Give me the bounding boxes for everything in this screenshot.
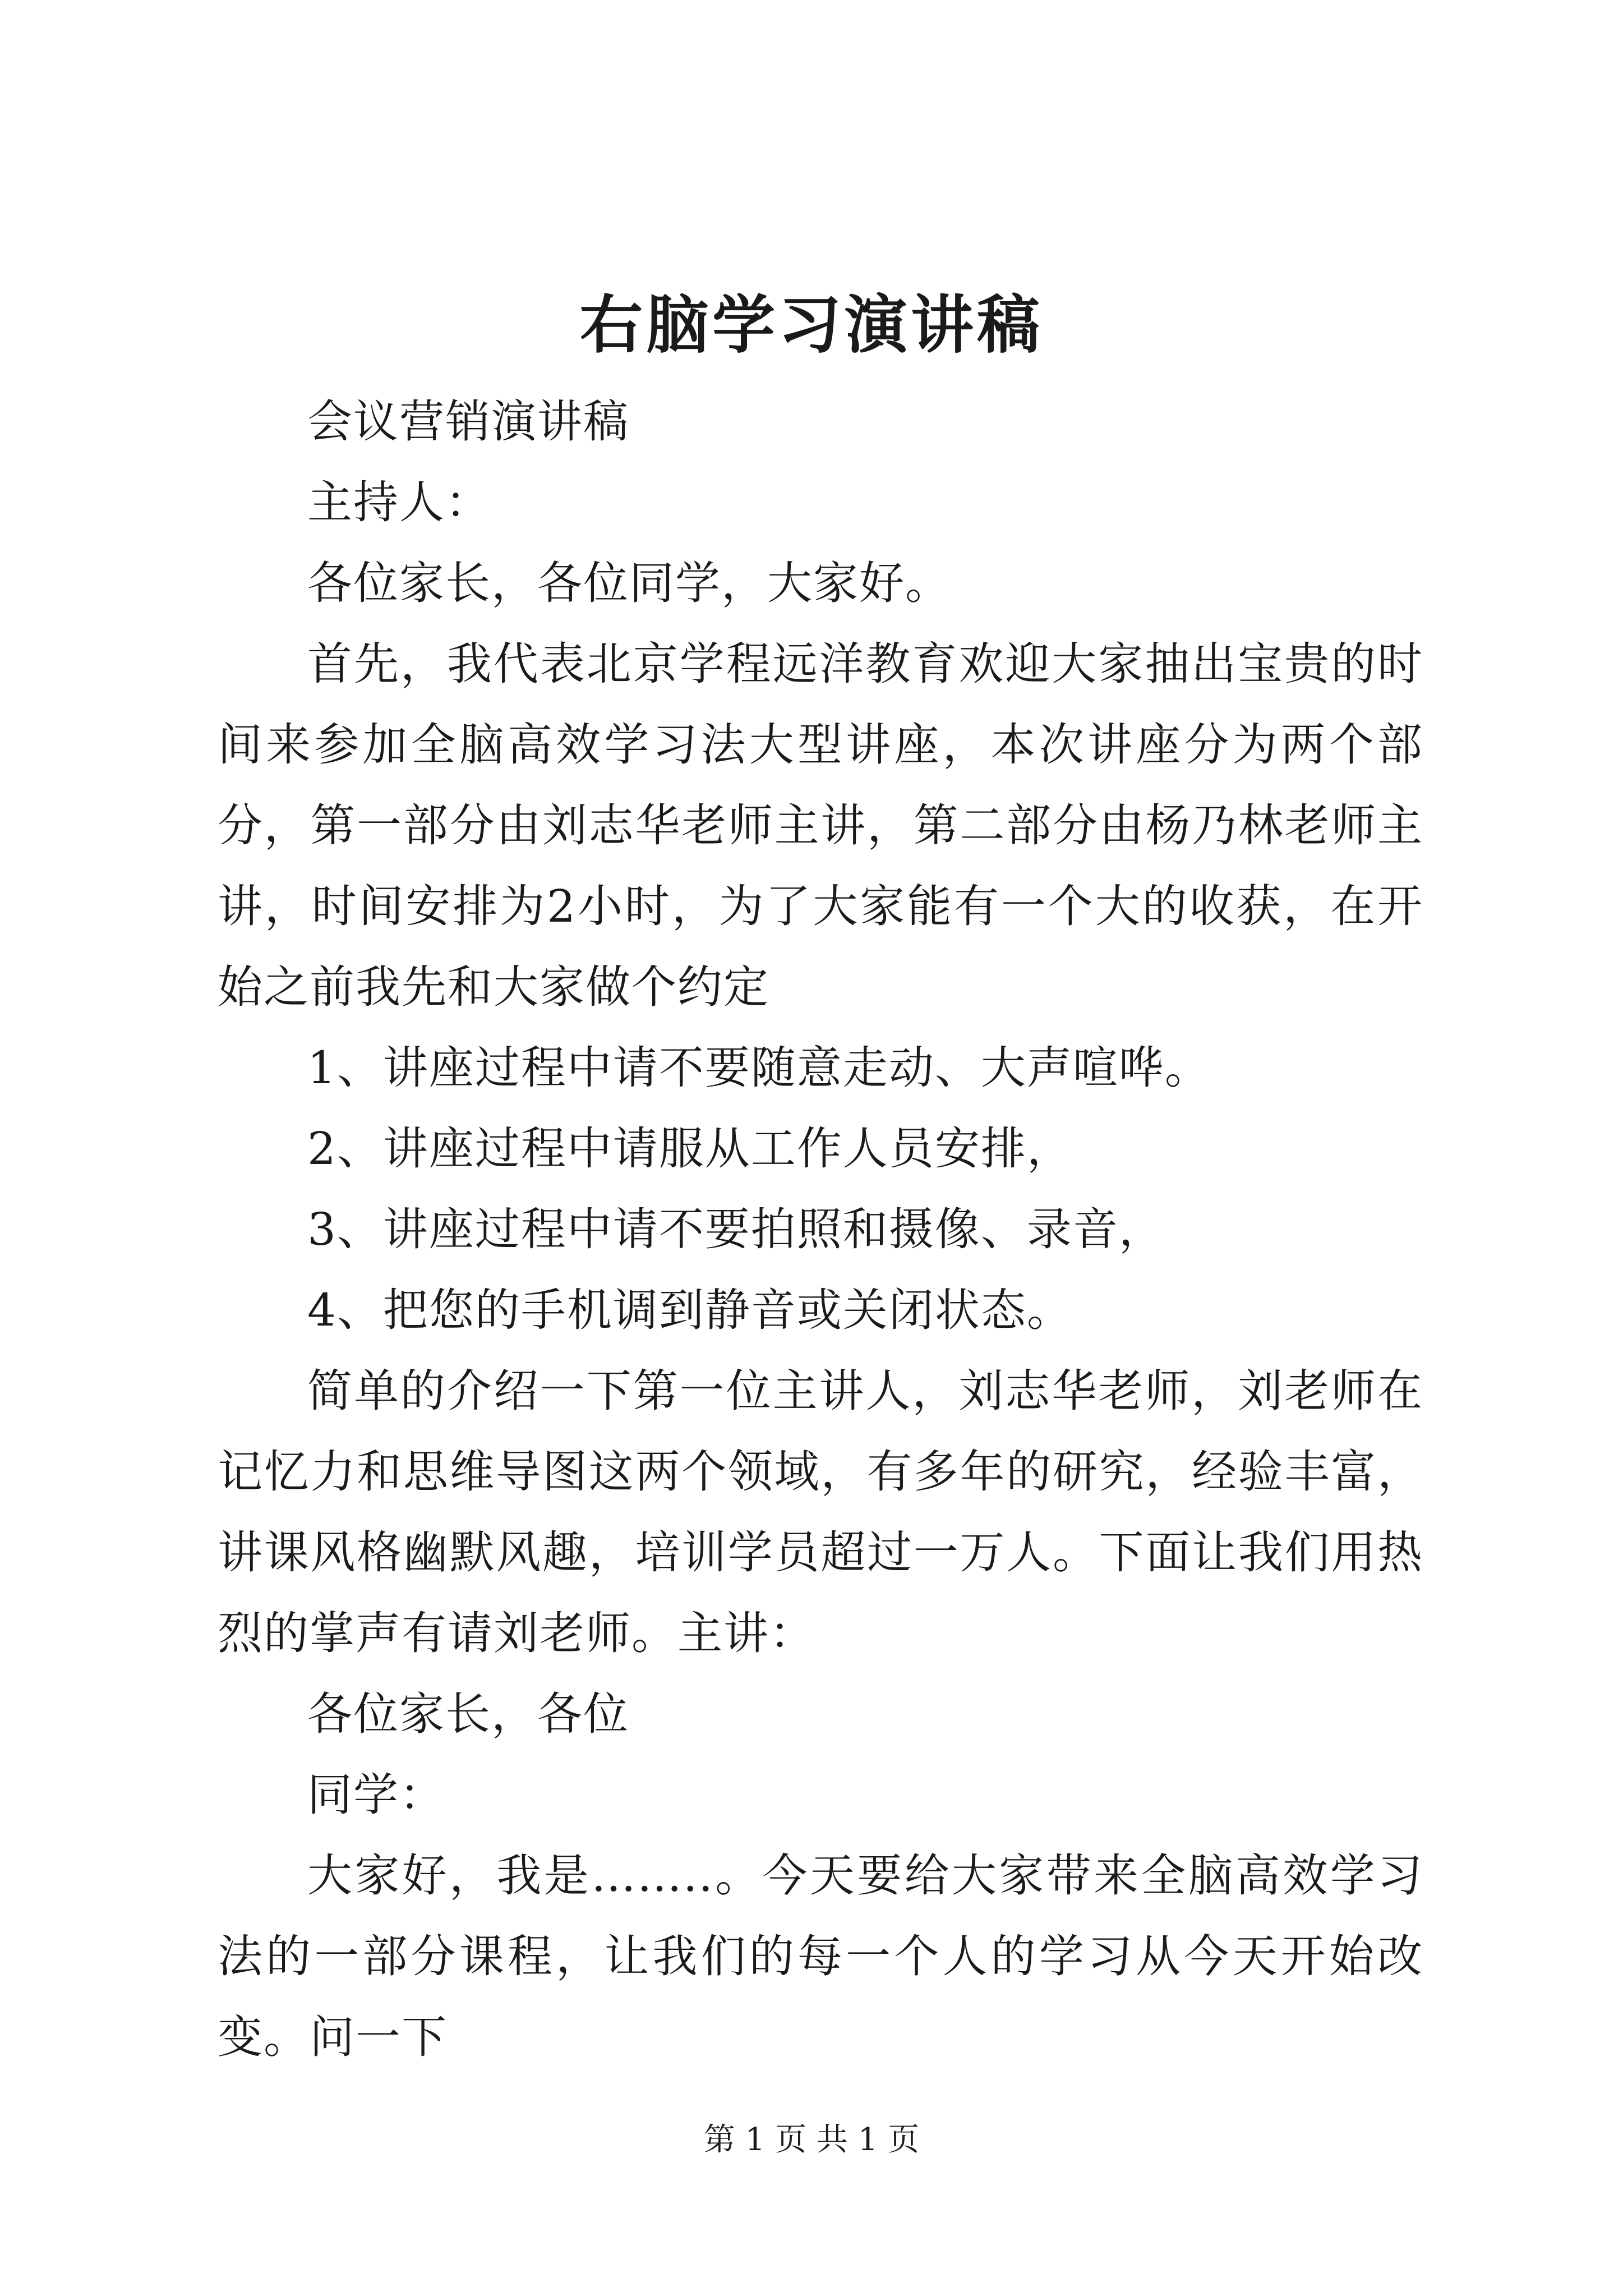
document-body (218, 381, 1423, 2078)
paragraph: 各位家长，各位 (307, 1688, 629, 1740)
paragraph: 简单的介绍一下第一位主讲人，刘志华老师，刘老师在记忆力和思维导图这两个领域，有多年的研究，经验丰富，讲课风格幽默风趣，培训学员超过一万人。下面让我们用热烈的掌声有请刘老师。主讲： (218, 1365, 1423, 1659)
list-item: 1、讲座过程中请不要随意走动、大声喧哗。 (307, 1042, 1211, 1094)
document-title: 右脑学习演讲稿 (580, 288, 1043, 362)
page-footer (0, 2118, 1623, 2162)
list-item: 2、讲座过程中请服从工作人员安排， (307, 1122, 1073, 1175)
paragraph: 首先，我代表北京学程远洋教育欢迎大家抽出宝贵的时间来参加全脑高效学习法大型讲座，本次讲座分为两个部分，第一部分由刘志华老师主讲，第二部分由杨乃林老师主讲，时间安排为2小时，为了大家能有一个大的收获，在开始之前我先和大家做个约定 (218, 638, 1423, 1013)
list-item: 3、讲座过程中请不要拍照和摄像、录音， (307, 1203, 1165, 1255)
paragraph: 同学： (307, 1769, 445, 1821)
paragraph: 大家好，我是……..。今天要给大家带来全脑高效学习法的一部分课程，让我们的每一个人的学习从今天开始改变。问一下 (218, 1849, 1423, 2063)
paragraph: 各位家长，各位同学，大家好。 (307, 557, 951, 609)
paragraph: 会议营销演讲稿 (307, 395, 629, 448)
page-number-label: 第 1 页 共 1 页 (703, 2122, 920, 2158)
list-item: 4、把您的手机调到静音或关闭状态。 (307, 1284, 1073, 1336)
paragraph: 主持人： (307, 476, 491, 528)
